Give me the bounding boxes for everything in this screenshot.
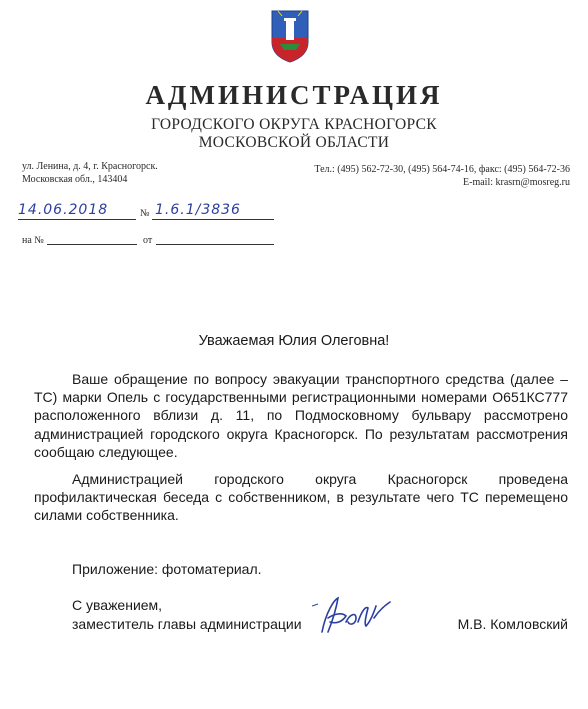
handwritten-date: 14.06.2018 [18, 202, 109, 218]
reply-to-blank [47, 244, 137, 245]
from-label: от [143, 235, 153, 246]
organization-title: АДМИНИСТРАЦИЯ [145, 80, 443, 110]
greeting: Уважаемая Юлия Олеговна! [198, 333, 390, 349]
body-paragraph-1: Ваше обращение по вопросу эвакуации транспортного средства (далее – ТС) марки Опель с государственными регистрационными номерами О651КС777 расположенного вблизи д. 11, по Подмосковному бульвару рассмотрено администрацией городского округа Красногорск. По результатам рассмотрения сообщаю следующее. [34, 371, 568, 460]
from-blank [156, 244, 274, 245]
coat-of-arms-emblem [270, 8, 310, 64]
phone-fax-line: Тел.: (495) 562-72-30, (495) 564-74-16, факс: (495) 564-72-36 [314, 164, 570, 175]
handwritten-reg-number: 1.6.1/3836 [155, 202, 241, 218]
reply-to-label: на № [22, 235, 44, 246]
body-paragraph-2: Администрацией городского округа Красногорск проведена профилактическая беседа с собственником, в результате чего ТС перемещено силами собственника. [34, 471, 568, 524]
date-underline [18, 219, 136, 220]
address-line2: Московская обл., 143404 [22, 174, 128, 185]
address-line1: ул. Ленина, д. 4, г. Красногорск. [22, 161, 158, 172]
handwritten-signature [312, 592, 398, 640]
organization-subtitle-line1: ГОРОДСКОГО ОКРУГА КРАСНОГОРСК [151, 116, 437, 133]
number-sign: № [140, 208, 150, 219]
signer-position: заместитель главы администрации [72, 616, 302, 632]
attachment-note: Приложение: фотоматериал. [72, 561, 262, 577]
signer-name: М.В. Комловский [457, 616, 568, 632]
email-line: E-mail: krasrn@mosreg.ru [463, 177, 570, 188]
organization-subtitle-line2: МОСКОВСКОЙ ОБЛАСТИ [198, 134, 390, 151]
number-underline [152, 219, 274, 220]
closing-phrase: С уважением, [72, 597, 163, 613]
